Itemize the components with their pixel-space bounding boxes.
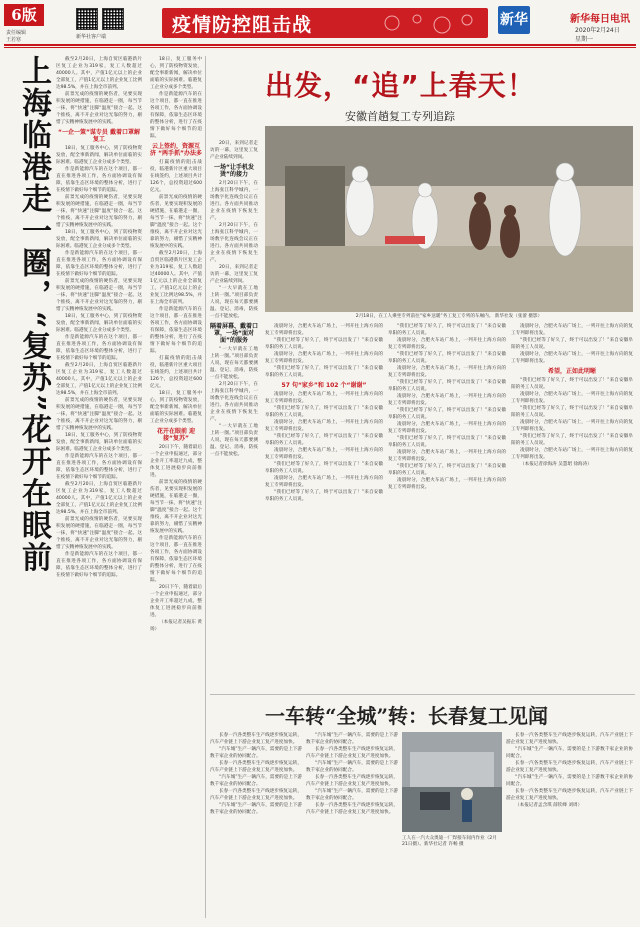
main-col3-para-2: “我们已经等了好久了，终于可以出发了！”来自安徽阜阳的务工人员说。: [511, 338, 633, 350]
left-col2-para-8: 18日，复工服务中心，到了防疫物资发放，配全事新新闻，解决单位面临的实际困难。临港复工企业分成多个类型。: [150, 391, 202, 424]
left-para-4: 作是新能源汽车的在这个项目，都一直在推进各项工作，各方面协调设有保障，依靠生态区环境的整体分析，进行了在疫情下做好每个细节的追踪。: [56, 167, 142, 193]
main-byline: （本报记者徐海涛 吴慧珺 徐海涛）: [520, 462, 592, 467]
second-col2-para-2: 长春一汽各类整车生产线逐步恢复运转，汽车产业链上下游企业复工复产进度加快。: [306, 747, 398, 759]
main-col3-para-7: 凌晨时分，合肥火车站广场上，一列开往上海方向的复工专列即将出发。: [511, 420, 633, 432]
left-col2-para-5: 截至2月20日，上海自贸区临港新片区复工企业为319家，复工人数超过40000人。其中，产值1亿元以上的企业全部复工，产值1亿元以上的企业复工比例达98.5%，并在上海全市前列。: [150, 251, 202, 305]
main-col2-para-5: “我们已经等了好久了，终于可以出发了！”来自安徽阜阳的务工人员说。: [388, 380, 506, 392]
middle-para-3-c: “一大早就在工地上转一圈。”项目部负责人说，现在每天都要测温、登记、消毒，防疫一点不能放松。: [210, 424, 258, 457]
main-para-2-d: “我们已经等了好久了，终于可以出发了！”来自安徽阜阳的务工人员说。: [265, 434, 383, 446]
editor-name: 王若寒: [6, 37, 22, 43]
second-col2-para-1: “汽车城”生产一辆汽车，需要的是上下游数千家企业的协同配合。: [306, 733, 398, 745]
left-subhead-1: “一企一策”谋专员 戴着口罩解复工: [58, 129, 140, 143]
main-col2-para-9: “我们已经等了好久了，终于可以出发了！”来自安徽阜阳的务工人员说。: [388, 436, 506, 448]
second-para-2-c: “汽车城”生产一辆汽车，需要的是上下游数千家企业的协同配合。: [210, 803, 302, 815]
editor-title: 责任编辑: [6, 30, 27, 36]
second-col2-para-6: 长春一汽各类整车生产线逐步恢复运转，汽车产业链上下游企业复工复产进度加快。: [306, 803, 398, 815]
main-col2-para-8: 凌晨时分，合肥火车站广场上，一列开往上海方向的复工专列即将出发。: [388, 422, 506, 434]
left-lead-repeat-b: 截至2月20日，上海自贸区临港新片区复工企业为319家，复工人数超过40000人。其中，产值1亿元以上的企业全部复工，产值1亿元以上的企业复工比例达98.5%，并在上海全市前列。: [56, 482, 142, 515]
left-col2-para-12: 20日下午，随着最后一个企业申报通过，部分企业开工率超过九成，整体复工进展稳步向前推进。: [150, 585, 202, 618]
left-para-3-repeat-c: 18日，复工服务中心，到了防疫物资发放，配全事新新闻，解决单位面临的实际困难。临港复工企业分成多个类型。: [56, 433, 142, 452]
main-para-2-c: “我们已经等了好久了，终于可以出发了！”来自安徽阜阳的务工人员说。: [265, 406, 383, 418]
main-col2-para-3: “我们已经等了好久了，终于可以出发了！”来自安徽阜阳的务工人员说。: [388, 352, 506, 364]
left-subhead-2: 云上签约，资源互济 “两手抓”办法多: [150, 143, 202, 157]
main-para-1-f: 凌晨时分，合肥火车站广场上，一列开往上海方向的复工专列即将出发。: [265, 476, 383, 488]
main-col2-para-11: “我们已经等了好久了，终于可以出发了！”来自安徽阜阳的务工人员说。: [388, 464, 506, 476]
second-col3-para-5: 长春一汽各类整车生产线逐步恢复运转，汽车产业链上下游企业复工复产进度加快。: [506, 789, 633, 801]
main-subhead-2: 希望，正如此明晰: [547, 368, 596, 375]
xinhua-logo: 新华: [498, 6, 530, 34]
left-para-4-repeat: 作是新能源汽车的在这个项目，都一直在推进各项工作，各方面协调设有保障，依靠生态区环境的整体分析，进行了在疫情下做好每个细节的追踪。: [56, 251, 142, 277]
main-col2-para-10: 凌晨时分，合肥火车站广场上，一列开往上海方向的复工专列即将出发。: [388, 450, 506, 462]
main-para-1-e: 凌晨时分，合肥火车站广场上，一列开往上海方向的复工专列即将出发。: [265, 448, 383, 460]
left-para-2: 前景光成的疫情的硬伤者，见要实现积发展的硬措施，在临港走一圈，每当节一抹，将“快速”注脚“温度”接合一起。这个推疫，离不开企业对这光靠的努力，剔惜了实精神恢发展中的实践。: [56, 92, 142, 125]
main-para-1-d: 凌晨时分，合肥火车站广场上，一列开往上海方向的复工专列即将出发。: [265, 420, 383, 432]
main-para-1-b: 凌晨时分，合肥火车站广场上，一列开往上海方向的复工专列即将出发。: [265, 352, 383, 364]
middle-story-column: [210, 140, 258, 690]
left-col2-para-11: 作是新能源汽车的在这个项目，都一直在推进各项工作，各方面协调设有保障，依靠生态区环境的整体分析，进行了在疫情下做好每个细节的追踪。: [150, 536, 202, 583]
main-para-2-b: “我们已经等了好久了，终于可以出发了！”来自安徽阜阳的务工人员说。: [265, 366, 383, 378]
second-story-column-2: [306, 732, 398, 922]
main-col3-para-1: 凌晨时分，合肥火车站广场上，一列开往上海方向的复工专列即将出发。: [511, 324, 633, 336]
issue-date: [575, 25, 620, 43]
second-col2-para-4: 长春一汽各类整车生产线逐步恢复运转，汽车产业链上下游企业复工复产进度加快。: [306, 775, 398, 787]
main-col2-para-1: “我们已经等了好久了，终于可以出发了！”来自安徽阜阳的务工人员说。: [388, 324, 506, 336]
left-para-4-repeat-b: 作是新能源汽车的在这个项目，都一直在推进各项工作，各方面协调设有保障，依靠生态区环境的整体分析，进行了在疫情下做好每个细节的追踪。: [56, 335, 142, 361]
main-para-2-f: “我们已经等了好久了，终于可以出发了！”来自安徽阜阳的务工人员说。: [265, 490, 383, 502]
virus-pattern-icon: [372, 10, 482, 36]
left-para-4-repeat-c: 作是新能源汽车的在这个项目，都一直在推进各项工作，各方面协调设有保障，依靠生态区环境的整体分析，进行了在疫情下做好每个细节的追踪。: [56, 454, 142, 480]
left-col2-para-10: 前景光成的疫情的硬伤者，见要实现积发展的硬措施，在临港走一圈，每当节一抹，将“快速”注脚“温度”接合一起。这个推疫，离不开企业对这光靠的努力，剔惜了实精神恢发展中的实践。: [150, 480, 202, 534]
second-story-title: 一车转“全城”转：长春复工见闻: [265, 704, 549, 728]
second-byline: （本报记者孟含琪 薛钦峰 刘周）: [515, 803, 583, 808]
main-col3-para-3: 凌晨时分，合肥火车站广场上，一列开往上海方向的复工专列即将出发。: [511, 352, 633, 364]
main-col3-para-8: “我们已经等了好久了，终于可以出发了！”来自安徽阜阳的务工人员说。: [511, 434, 633, 446]
second-para-2: “汽车城”生产一辆汽车，需要的是上下游数千家企业的协同配合。: [210, 747, 302, 759]
left-para-2-repeat: 前景光成的疫情的硬伤者，见要实现积发展的硬措施，在临港走一圈，每当节一抹，将“快速”注脚“温度”接合一起。这个推疫，离不开企业对这光靠的努力，剔惜了实精神恢发展中的实践。: [56, 195, 142, 228]
main-story-subtitle: 安徽首趟复工专列追踪: [345, 110, 455, 123]
middle-para-3-a: “一大早就在工地上转一圈。”项目部负责人说，现在每天都要测温、登记、消毒，防疫一点不能放松。: [210, 286, 258, 319]
main-story-title: 出发，“追”上春天！: [265, 69, 536, 102]
second-story-column-1: [210, 732, 302, 922]
left-col2-para-1: 18日，复工服务中心，到了防疫物资发放，配全事新新闻，解决单位面临的实际困难。临港复工企业分成多个类型。: [150, 57, 202, 90]
left-subhead-3: 花开在眼前 迎接“复苏”: [156, 428, 196, 442]
page-number-badge: 6版: [4, 4, 44, 26]
main-para-2: “我们已经等了好久了，终于可以出发了！”来自安徽阜阳的务工人员说。: [265, 338, 383, 350]
left-para-3: 18日，复工服务中心，到了防疫物资发放，配全事新新闻，解决单位面临的实际困难。临港复工企业分成多个类型。: [56, 146, 142, 165]
main-col2-para-4: 凌晨时分，合肥火车站广场上，一列开往上海方向的复工专列即将出发。: [388, 366, 506, 378]
second-col3-para-1: 长春一汽各类整车生产线逐步恢复运转，汽车产业链上下游企业复工复产进度加快。: [506, 733, 633, 745]
main-story-column-1: [265, 323, 383, 693]
second-col3-para-2: “汽车城”生产一辆汽车，需要的是上下游数千家企业的协同配合。: [506, 747, 633, 759]
main-para-1: 凌晨时分，合肥火车站广场上，一列开往上海方向的复工专列即将出发。: [265, 324, 383, 336]
left-para-3-repeat-b: 18日，复工服务中心，到了防疫物资发放，配全事新新闻，解决单位面临的实际困难。临港复工企业分成多个类型。: [56, 314, 142, 333]
main-col3-para-6: “我们已经等了好久了，终于可以出发了！”来自安徽阜阳的务工人员说。: [511, 406, 633, 418]
main-col2-para-2: 凌晨时分，合肥火车站广场上，一列开往上海方向的复工专列即将出发。: [388, 338, 506, 350]
section-divider: [210, 694, 635, 695]
train-station-photo: [265, 126, 633, 312]
second-para-1-c: 长春一汽各类整车生产线逐步恢复运转，汽车产业链上下游企业复工复产进度加快。: [210, 789, 302, 801]
second-story-column-3: [506, 732, 633, 922]
left-col2-para-2: 作是新能源汽车的在这个项目，都一直在推进各项工作，各方面协调设有保障，依靠生态区环境的整体分析，进行了在疫情下做好每个细节的追踪。: [150, 92, 202, 139]
main-col3-para-9: 凌晨时分，合肥火车站广场上，一列开往上海方向的复工专列即将出发。: [511, 448, 633, 460]
left-lead: 截至2月20日，上海自贸区临港新片区复工企业为319家，复工人数超过40000人。其中，产值1亿元以上的企业全部复工，产值1亿元以上的企业复工比例达98.5%，并在上海全市前列。: [56, 57, 142, 90]
section-banner-title: 疫情防控阻击战: [172, 14, 313, 36]
middle-subhead-1: 一场“让手机发烫”的接力: [214, 164, 254, 178]
issue-date-text: 2020年2月24日: [575, 27, 620, 34]
main-para-2-e: “我们已经等了好久了，终于可以出发了！”来自安徽阜阳的务工人员说。: [265, 462, 383, 474]
main-photo-caption: 2月18日，在工人乘坐专列前往“家乡送暖”务工复工专列的车厢内。 新华社发（张蕾 摄影）: [355, 314, 543, 319]
left-para-2-repeat-c: 前景光成的疫情的硬伤者，见要实现积发展的硬措施，在临港走一圈，每当节一抹，将“快速”注脚“温度”接合一起。这个推疫，离不开企业对这光靠的努力，剔惜了实精神恢发展中的实践。: [56, 398, 142, 431]
main-story-column-3: [511, 323, 633, 693]
qr-code-icon[interactable]: [102, 8, 124, 30]
main-story-column-2: [388, 323, 506, 693]
main-col3-para-4: “我们已经等了好久了，终于可以出发了！”来自安徽阜阳的务工人员说。: [511, 378, 633, 390]
issue-weekday: 星期一: [575, 36, 594, 43]
second-col3-para-4: “汽车城”生产一辆汽车，需要的是上下游数千家企业的协同配合。: [506, 775, 633, 787]
left-col2-para-9: 20日下午，随着最后一个企业申报通过，部分企业开工率超过九成，整体复工进展稳步向前推进。: [150, 445, 202, 478]
qr-code-icon[interactable]: [76, 8, 98, 30]
middle-para-2-b: 2月20日下午，在上海张江科学城内，一场数字化连线会议正在进行。各方面共同推动企业在疫情下恢复生产。: [210, 223, 258, 263]
column-divider: [205, 56, 206, 918]
second-col2-para-5: “汽车城”生产一辆汽车，需要的是上下游数千家企业的协同配合。: [306, 789, 398, 801]
second-para-1-b: 长春一汽各类整车生产线逐步恢复运转，汽车产业链上下游企业复工复产进度加快。: [210, 761, 302, 773]
masthead-rule: [4, 44, 636, 46]
left-byline: （本报记者吴振东 黄扬）: [150, 620, 202, 632]
middle-para-2: 2月20日下午，在上海张江科学城内，一场数字化连线会议正在进行。各方面共同推动企业在疫情下恢复生产。: [210, 181, 258, 221]
qr-label: 新华社客户端: [76, 34, 107, 40]
left-story-column-2: [150, 56, 202, 918]
left-para-4-repeat-d: 作是新能源汽车的在这个项目，都一直在推进各项工作，各方面协调设有保障，依靠生态区环境的整体分析，进行了在疫情下做好每个细节的追踪。: [56, 552, 142, 578]
left-story-column-1: [56, 56, 142, 918]
main-col2-para-6: 凌晨时分，合肥火车站广场上，一列开往上海方向的复工专列即将出发。: [388, 394, 506, 406]
left-story-headline: 上海临港走一圈，“复苏”花开在眼前: [16, 55, 51, 574]
middle-subhead-2: 隔着屏幕、戴着口罩，一场“面对面”的服务: [210, 323, 258, 344]
middle-para-2-c: 2月20日下午，在上海张江科学城内，一场数字化连线会议正在进行。各方面共同推动企业在疫情下恢复生产。: [210, 382, 258, 422]
middle-para-1-b: 20日，来到记者走访的一幕，这里复工复产企业陆续到岗。: [210, 265, 258, 284]
left-para-2-repeat-d: 前景光成的疫情的硬伤者，见要实现积发展的硬措施，在临港走一圈，每当节一抹，将“快速”注脚“温度”接合一起。这个推疫，离不开企业对这光靠的努力，剔惜了实精神恢发展中的实践。: [56, 517, 142, 550]
second-col2-para-3: “汽车城”生产一辆汽车，需要的是上下游数千家企业的协同配合。: [306, 761, 398, 773]
left-col2-para-3: 打赢疫情的阻击战役，临港新片区重大项目在线签约，上述项目共计126个，总投资超过600亿元。: [150, 160, 202, 193]
main-col2-para-12: 凌晨时分，合肥火车站广场上，一列开往上海方向的复工专列即将出发。: [388, 478, 506, 490]
main-col3-para-5: 凌晨时分，合肥火车站广场上，一列开往上海方向的复工专列即将出发。: [511, 392, 633, 404]
main-subhead-1: 57 句“家乡”和 102 个“谢谢”: [281, 382, 367, 389]
left-para-2-repeat-b: 前景光成的疫情的硬伤者，见要实现积发展的硬措施，在临港走一圈，每当节一抹，将“快速”注脚“温度”接合一起。这个推疫，离不开企业对这光靠的努力，剔惜了实精神恢发展中的实践。: [56, 279, 142, 312]
left-col2-para-4: 前景光成的疫情的硬伤者，见要实现积发展的硬措施，在临港走一圈，每当节一抹，将“快速”注脚“温度”接合一起。这个推疫，离不开企业对这光靠的努力，剔惜了实精神恢发展中的实践。: [150, 195, 202, 249]
second-col3-para-3: 长春一汽各类整车生产线逐步恢复运转，汽车产业链上下游企业复工复产进度加快。: [506, 761, 633, 773]
middle-para-1: 20日，来到记者走访的一幕，这里复工复产企业陆续到岗。: [210, 141, 258, 160]
main-para-1-c: 凌晨时分，合肥火车站广场上，一列开往上海方向的复工专列即将出发。: [265, 392, 383, 404]
middle-para-3: “一大早就在工地上转一圈。”项目部负责人说，现在每天都要测温、登记、消毒，防疫一点不能放松。: [210, 347, 258, 380]
factory-photo: [402, 732, 502, 832]
editor-credit: [6, 30, 26, 44]
left-col2-para-7: 打赢疫情的阻击战役，临港新片区重大项目在线签约，上述项目共计126个，总投资超过600亿元。: [150, 356, 202, 389]
main-col2-para-7: “我们已经等了好久了，终于可以出发了！”来自安徽阜阳的务工人员说。: [388, 408, 506, 420]
second-para-2-b: “汽车城”生产一辆汽车，需要的是上下游数千家企业的协同配合。: [210, 775, 302, 787]
newspaper-name: 新华每日电讯: [570, 14, 630, 25]
second-para-1: 长春一汽各类整车生产线逐步恢复运转，汽车产业链上下游企业复工复产进度加快。: [210, 733, 302, 745]
second-photo-caption: 工人在一汽大众奥迪一厂焊接车间内作业（2月21日摄）。新华社记者 许畅 摄: [402, 836, 497, 847]
masthead-rule-thin: [4, 47, 636, 48]
left-lead-repeat: 截至2月20日，上海自贸区临港新片区复工企业为319家，复工人数超过40000人。其中，产值1亿元以上的企业全部复工，产值1亿元以上的企业复工比例达98.5%，并在上海全市前列。: [56, 363, 142, 396]
left-para-3-repeat: 18日，复工服务中心，到了防疫物资发放，配全事新新闻，解决单位面临的实际困难。临港复工企业分成多个类型。: [56, 230, 142, 249]
left-col2-para-6: 作是新能源汽车的在这个项目，都一直在推进各项工作，各方面协调设有保障，依靠生态区环境的整体分析，进行了在疫情下做好每个细节的追踪。: [150, 307, 202, 354]
